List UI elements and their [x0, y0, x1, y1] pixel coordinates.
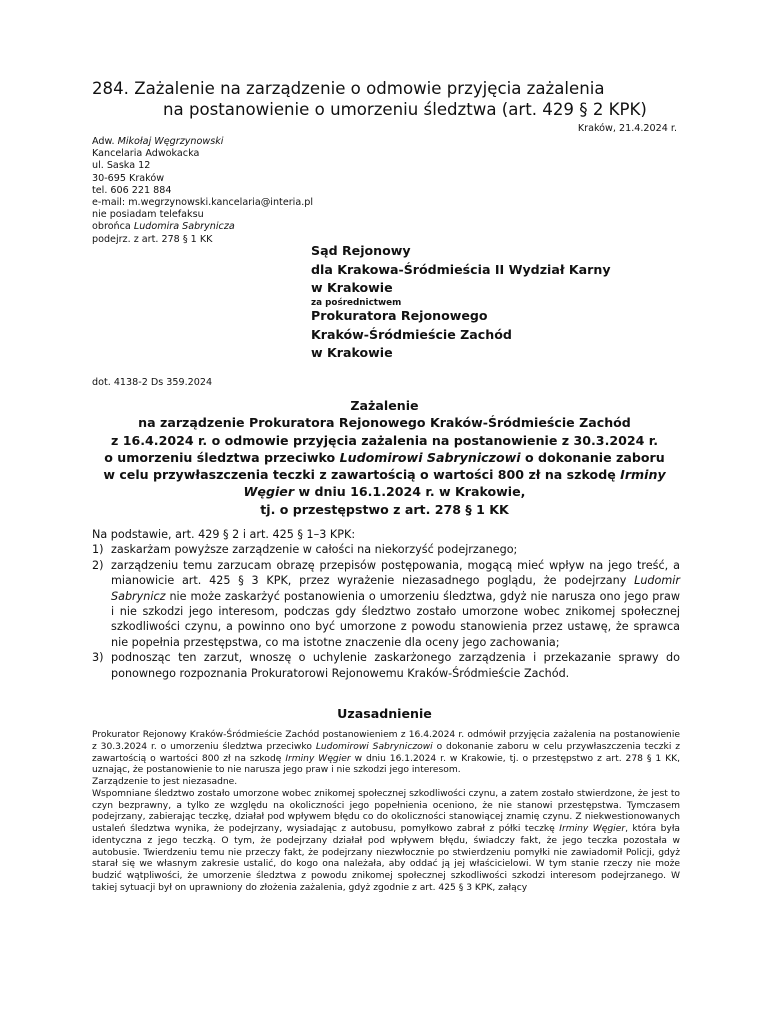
complaint-title-block: Zażalenie na zarządzenie Prokuratora Rejonowego Kraków-Śródmieście Zachód z 16.4.2024 r. o odmowie przyjęcia zażalenia na postanowienie z 30.3.2024 r. o umorzeniu śledztwa przeciwko Ludomirowi Sabryniczowi o dokonanie zaboru w celu przywłaszczenia teczki z zawartością o wartości 800 zł na szkodę Irminy Węgier w dniu 16.1.2024 r. w Krakowie, tj. o przestępstwo z art. 278 § 1 KK	[92, 397, 677, 518]
sender-email: e-mail: m.wegrzynowski.kancelaria@interia.pl	[92, 197, 314, 209]
sender-name: Mikołaj Węgrzynowski	[117, 136, 224, 147]
justification-body	[92, 730, 680, 895]
sender-fax: nie posiadam telefaksu	[92, 209, 204, 221]
list-item: 2) zarządzeniu temu zarzucam obrazę przepisów postępowania, mogącą mieć wpływ na jego treść, a mianowicie art. 425 § 3 KPK, przez wyrażenie niezasadnego poglądu, że podejrzany Ludomir Sabrynicz nie może zaskarżyć postanowienia o umorzeniu śledztwa, gdyż nie narusza ono jego praw i nie szkodzi jego interesom, podczas gdy śledztwo zostało umorzone wobec znikomej społecznej szkodliwości czynu, a powinno ono być umorzone z powodu stanowienia przez ustawę, że sprawca nie popełnia przestępstwa, co ma istotne znaczenie dla oceny jego zachowania;	[92, 558, 680, 649]
court-address: Sąd Rejonowy dla Krakowa-Śródmieścia II Wydział Karny w Krakowie	[311, 243, 611, 295]
sender-office: Kancelaria Adwokacka	[92, 148, 200, 160]
sender-phone: tel. 606 221 884	[92, 184, 172, 196]
document-heading	[92, 78, 712, 120]
complaint-title: Zażalenie	[350, 398, 419, 413]
place-and-date: Kraków, 21.4.2024 r.	[577, 123, 677, 134]
suspect-line: podejrz. z art. 278 § 1 KK	[92, 233, 213, 245]
prosecutor-address: Prokuratora Rejonowego Kraków-Śródmieście Zachód w Krakowie	[311, 308, 512, 360]
legal-basis-section	[92, 527, 680, 681]
sender-name-line: Adw. Mikołaj Węgrzynowski	[92, 136, 224, 147]
paragraph: Prokurator Rejonowy Kraków-Śródmieście Zachód postanowieniem z 16.4.2024 r. odmówił przyjęcia zażalenia na postanowienie z 30.3.2024 r. o umorzeniu śledztwa przeciwko Ludomirowi Sabryniczowi o dokonanie zaboru w celu przywłaszczenia teczki z zawartością o wartości 800 zł na szkodę Irminy Węgier w dniu 16.1.2024 r. w Krakowie, tj. o przestępstwo z art. 278 § 1 KK, uznając, że postanowienie to nie narusza jego praw i nie szkodzi jego interesom.	[92, 730, 681, 776]
list-item: 3) podnosząc ten zarzut, wnoszę o uchylenie zaskarżonego zarządzenia i przekazanie sprawy do ponownego rozpoznania Prokuratorowi Rejonowemu Kraków-Śródmieście Zachód.	[92, 651, 680, 680]
sender-street: ul. Saska 12	[92, 160, 151, 172]
client-name: Ludomira Sabrynicza	[133, 221, 235, 233]
heading-line-2: na postanowienie o umorzeniu śledztwa (art. 429 § 2 KPK)	[163, 100, 647, 119]
sender-block	[92, 136, 313, 246]
sender-role-line: obrońca Ludomira Sabrynicza	[92, 221, 235, 233]
heading-number: 284.	[92, 79, 129, 98]
case-reference: dot. 4138-2 Ds 359.2024	[92, 377, 213, 388]
list-item: 1) zaskarżam powyższe zarządzenie w całości na niekorzyść podejrzanego;	[92, 543, 518, 557]
legal-basis-intro: Na podstawie, art. 429 § 2 i art. 425 § 1–3 KPK:	[92, 528, 356, 541]
justification-title: Uzasadnienie	[337, 706, 432, 721]
demands-list	[92, 542, 680, 681]
sender-city: 30-695 Kraków	[92, 172, 165, 184]
via-label: za pośrednictwem	[311, 298, 402, 308]
heading-line-1: 284. Zażalenie na zarządzenie o odmowie przyjęcia zażalenia	[92, 79, 605, 98]
paragraph: Zarządzenie to jest niezasadne.	[92, 777, 238, 787]
paragraph: Wspomniane śledztwo zostało umorzone wobec znikomej społecznej szkodliwości czynu, a zatem zostało stwierdzone, że jest to czyn bezprawny, a tylko ze względu na okoliczności jego popełnienia oceniono, że nie stanowi przestępstwa. Tymczasem podejrzany, zabierając teczkę, działał pod wpływem błędu co do okoliczności stanowiącej znamię czynu. Z niekwestionowanych ustaleń śledztwa wynika, że podejrzany, wysiadając z autobusu, pomyłkowo zabrał z półki teczkę Irminy Węgier, która była identyczna z jego teczką. O tym, że podejrzany działał pod wpływem błędu, świadczy fakt, że jego teczka pozostała w autobusie. Twierdzeniu temu nie przeczy fakt, że podejrzany niezwłocznie po stwierdzeniu pomyłki nie zawiadomił Policji, gdyż starał się we własnym zakresie ustalić, do kogo ona należała, aby oddać ją jej właścicielowi. W tym stanie rzeczy nie może budzić wątpliwości, że umorzenie śledztwa z powodu znikomej społecznej szkodliwości szkodzi interesom podejrzanego. W takiej sytuacji był on uprawniony do złożenia zażalenia, gdyż zgodnie z art. 425 § 3 KPK, załący	[92, 788, 681, 893]
